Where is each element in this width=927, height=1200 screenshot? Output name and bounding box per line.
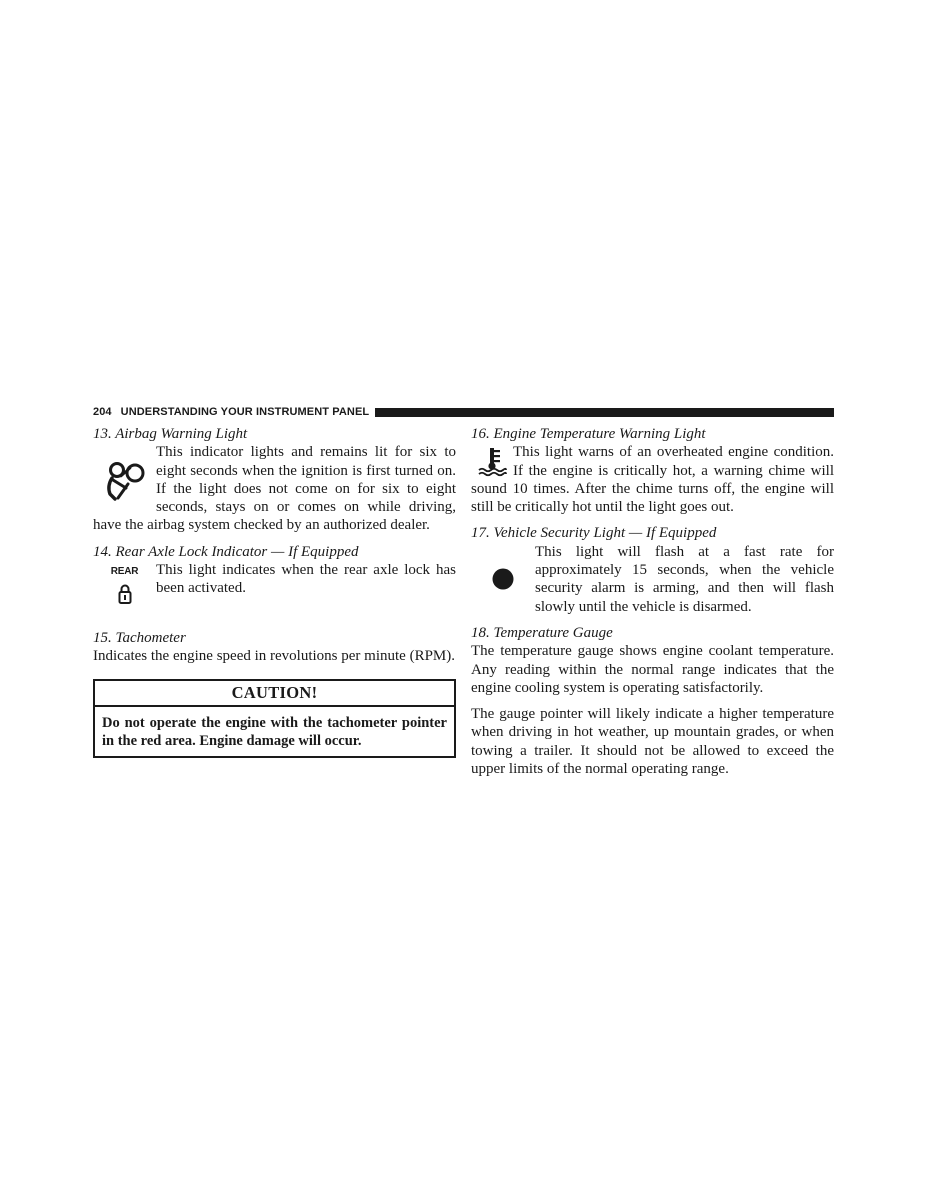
section-14-heading: 14. Rear Axle Lock Indicator — If Equipped xyxy=(93,543,359,560)
section-13 xyxy=(93,443,456,534)
caution-body: Do not operate the engine with the tachometer pointer in the red area. Engine damage will occur. xyxy=(102,714,447,749)
rear-icon-label: REAR xyxy=(110,566,139,578)
section-15-heading: 15. Tachometer xyxy=(93,630,186,647)
caution-title: CAUTION! xyxy=(95,681,454,707)
chapter-title: UNDERSTANDING YOUR INSTRUMENT PANEL xyxy=(120,406,370,418)
caution-box xyxy=(93,679,456,759)
airbag-icon xyxy=(93,443,156,516)
engine-temperature-icon xyxy=(471,443,513,479)
section-13-heading: 13. Airbag Warning Light xyxy=(93,426,248,442)
section-18-heading: 18. Temperature Gauge xyxy=(471,624,613,641)
rear-axle-lock-icon xyxy=(93,561,156,609)
section-16-body: This light warns of an overheated engine condition. If the engine is critically hot, a warning chime will sound 10 times. After the chime turns off, the engine will still be critically hot until the light goes out. xyxy=(471,444,834,516)
section-17-heading: 17. Vehicle Security Light — If Equipped xyxy=(471,525,717,542)
security-light-icon xyxy=(471,543,535,616)
section-16-heading: 16. Engine Temperature Warning Light xyxy=(471,426,706,442)
page-number: 204 xyxy=(93,406,112,418)
left-column xyxy=(93,425,456,758)
section-16 xyxy=(471,443,834,516)
header-rule xyxy=(375,408,834,417)
section-18-body-1: The temperature gauge shows engine coolant temperature. Any reading within the normal range indicates that the engine cooling system is operating satisfactorily. xyxy=(471,643,834,696)
section-17-body: This light will flash at a fast rate for approximately 15 seconds, when the vehicle security alarm is arming, and then will flash slowly until the vehicle is disarmed. xyxy=(535,543,834,615)
page-header xyxy=(93,405,834,419)
section-15-body: Indicates the engine speed in revolutions per minute (RPM). xyxy=(93,648,455,665)
section-18-body-2: The gauge pointer will likely indicate a higher temperature when driving in hot weather, up mountain grades, or when towing a trailer. It should not be allowed to exceed the upper limits of the normal operating range. xyxy=(471,706,834,778)
section-13-body: This indicator lights and remains lit for six to eight seconds when the ignition is first turned on. If the light does not come on for six to eight seconds, stays on or comes on while driving, have the airbag system checked by an authorized dealer. xyxy=(93,444,456,534)
section-14-body: This light indicates when the rear axle lock has been activated. xyxy=(156,562,456,597)
section-17 xyxy=(471,543,834,616)
right-column xyxy=(471,425,834,778)
section-14 xyxy=(93,561,456,598)
